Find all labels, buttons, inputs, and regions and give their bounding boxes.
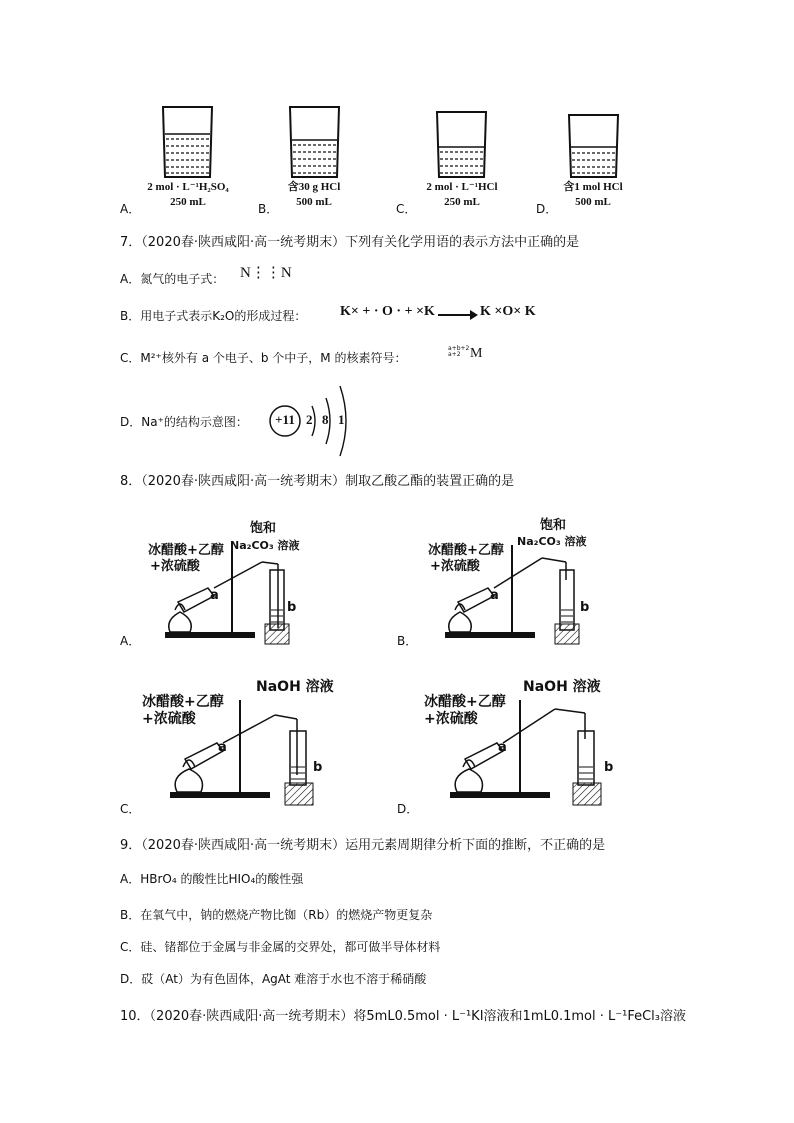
q7-option-b: B．用电子式表示K₂O的形成过程：: [120, 309, 307, 323]
apparatus-b-solution-2: Na₂CO₃ 溶液: [517, 535, 587, 548]
beaker-icon: [566, 113, 621, 180]
beaker-icon: [160, 105, 215, 180]
q7-option-c-symbol: M: [470, 346, 483, 361]
arrow-icon: [438, 306, 478, 325]
apparatus-d-reagent-2: +浓硫酸: [424, 711, 478, 727]
q8-stem: 8．（2020春·陕西咸阳·高一统考期末）制取乙酸乙酯的装置正确的是: [120, 474, 515, 489]
apparatus-c-reagent-1: 冰醋酸+乙醇: [142, 694, 224, 710]
q9-option-d: D．砹（At）为有色固体，AgAt 难溶于水也不溶于稀硝酸: [120, 972, 427, 986]
q7-option-c-sup-sub: [448, 346, 468, 358]
beaker-a-label-1: 2 mol · L⁻¹H₂SO₄: [147, 181, 229, 193]
beaker-b: [287, 105, 342, 184]
apparatus-b-reagent-1: 冰醋酸+乙醇: [428, 543, 504, 558]
beaker-d-label-2: 500 mL: [575, 196, 611, 208]
beaker-d-label-1: 含1 mol HCl: [563, 181, 623, 193]
atom-shell-2: 8: [322, 412, 329, 427]
option-letter-c: C．: [396, 202, 417, 216]
q7-option-a-formula: N⋮⋮N: [240, 265, 292, 281]
apparatus-a-solution-1: 饱和: [250, 521, 277, 536]
apparatus-a-reagent-1: 冰醋酸+乙醇: [148, 543, 224, 558]
q8-option-letter-b: B．: [397, 634, 418, 648]
beaker-a-label-2: 250 mL: [170, 196, 206, 208]
q10-stem: 10．（2020春·陕西咸阳·高一统考期末）将5mL0.5mol · L⁻¹KI溶液和1mL0.1mol · L⁻¹FeCl₃溶液: [120, 1009, 687, 1024]
beaker-icon: [434, 110, 489, 180]
q7-option-c-superscript: a+b+2: [448, 345, 470, 352]
apparatus-c-reagent-2: +浓硫酸: [142, 711, 196, 727]
atom-shell-1: 2: [306, 412, 313, 427]
beaker-c-label-2: 250 mL: [444, 196, 480, 208]
beaker-icon: [287, 105, 342, 180]
q8-option-letter-d: D．: [397, 802, 419, 816]
apparatus-b-label-a: a: [490, 588, 499, 603]
apparatus-a-label-a: a: [210, 588, 219, 603]
apparatus-a-solution-2: Na₂CO₃ 溶液: [230, 539, 300, 552]
option-letter-a: A．: [120, 202, 141, 216]
q7-stem: 7．（2020春·陕西咸阳·高一统考期末）下列有关化学用语的表示方法中正确的是: [120, 235, 580, 250]
q9-option-a: A．HBrO₄ 的酸性比HIO₄的酸性强: [120, 872, 304, 886]
apparatus-d-label-a: a: [498, 740, 507, 755]
apparatus-b-label-b: b: [580, 600, 590, 615]
q7-option-a: A．氮气的电子式：: [120, 272, 225, 286]
q7-option-c-subscript: a+2: [448, 351, 461, 358]
apparatus-b-reagent-2: +浓硫酸: [430, 559, 480, 574]
beaker-c: [434, 110, 489, 184]
apparatus-d-solution: NaOH 溶液: [523, 679, 601, 695]
q7-option-b-formula-left: K× + · O · + ×K: [340, 304, 435, 319]
apparatus-a-label-b: b: [287, 600, 297, 615]
atom-shell-3: 1: [338, 412, 345, 427]
q8-option-letter-c: C．: [120, 802, 141, 816]
beaker-b-label-2: 500 mL: [296, 196, 332, 208]
apparatus-c-label-a: a: [218, 740, 227, 755]
beaker-c-label-1: 2 mol · L⁻¹HCl: [426, 181, 498, 193]
beaker-a: [160, 105, 215, 184]
q9-option-b: B．在氧气中，钠的燃烧产物比铷（Rb）的燃烧产物更复杂: [120, 908, 433, 922]
option-letter-d: D．: [536, 202, 558, 216]
apparatus-c-solution: NaOH 溶液: [256, 679, 334, 695]
option-letter-b: B．: [258, 202, 279, 216]
atom-nucleus-label: +11: [275, 412, 295, 427]
apparatus-d-label-b: b: [604, 760, 614, 775]
beaker-d: [566, 113, 621, 184]
apparatus-a-reagent-2: +浓硫酸: [150, 559, 200, 574]
q7-option-b-formula-right: K ×O× K: [480, 304, 536, 319]
apparatus-b-solution-1: 饱和: [540, 518, 567, 533]
q9-stem: 9．（2020春·陕西咸阳·高一统考期末）运用元素周期律分析下面的推断，不正确的是: [120, 838, 606, 853]
apparatus-c-label-b: b: [313, 760, 323, 775]
q7-option-d: D．Na⁺的结构示意图：: [120, 415, 248, 429]
q8-option-letter-a: A．: [120, 634, 141, 648]
beaker-b-label-1: 含30 g HCl: [287, 181, 341, 193]
q9-option-c: C．硅、锗都位于金属与非金属的交界处，都可做半导体材料: [120, 940, 441, 954]
q7-option-c: C．M²⁺核外有 a 个电子、b 个中子，M 的核素符号：: [120, 351, 407, 365]
apparatus-d-reagent-1: 冰醋酸+乙醇: [424, 694, 506, 710]
